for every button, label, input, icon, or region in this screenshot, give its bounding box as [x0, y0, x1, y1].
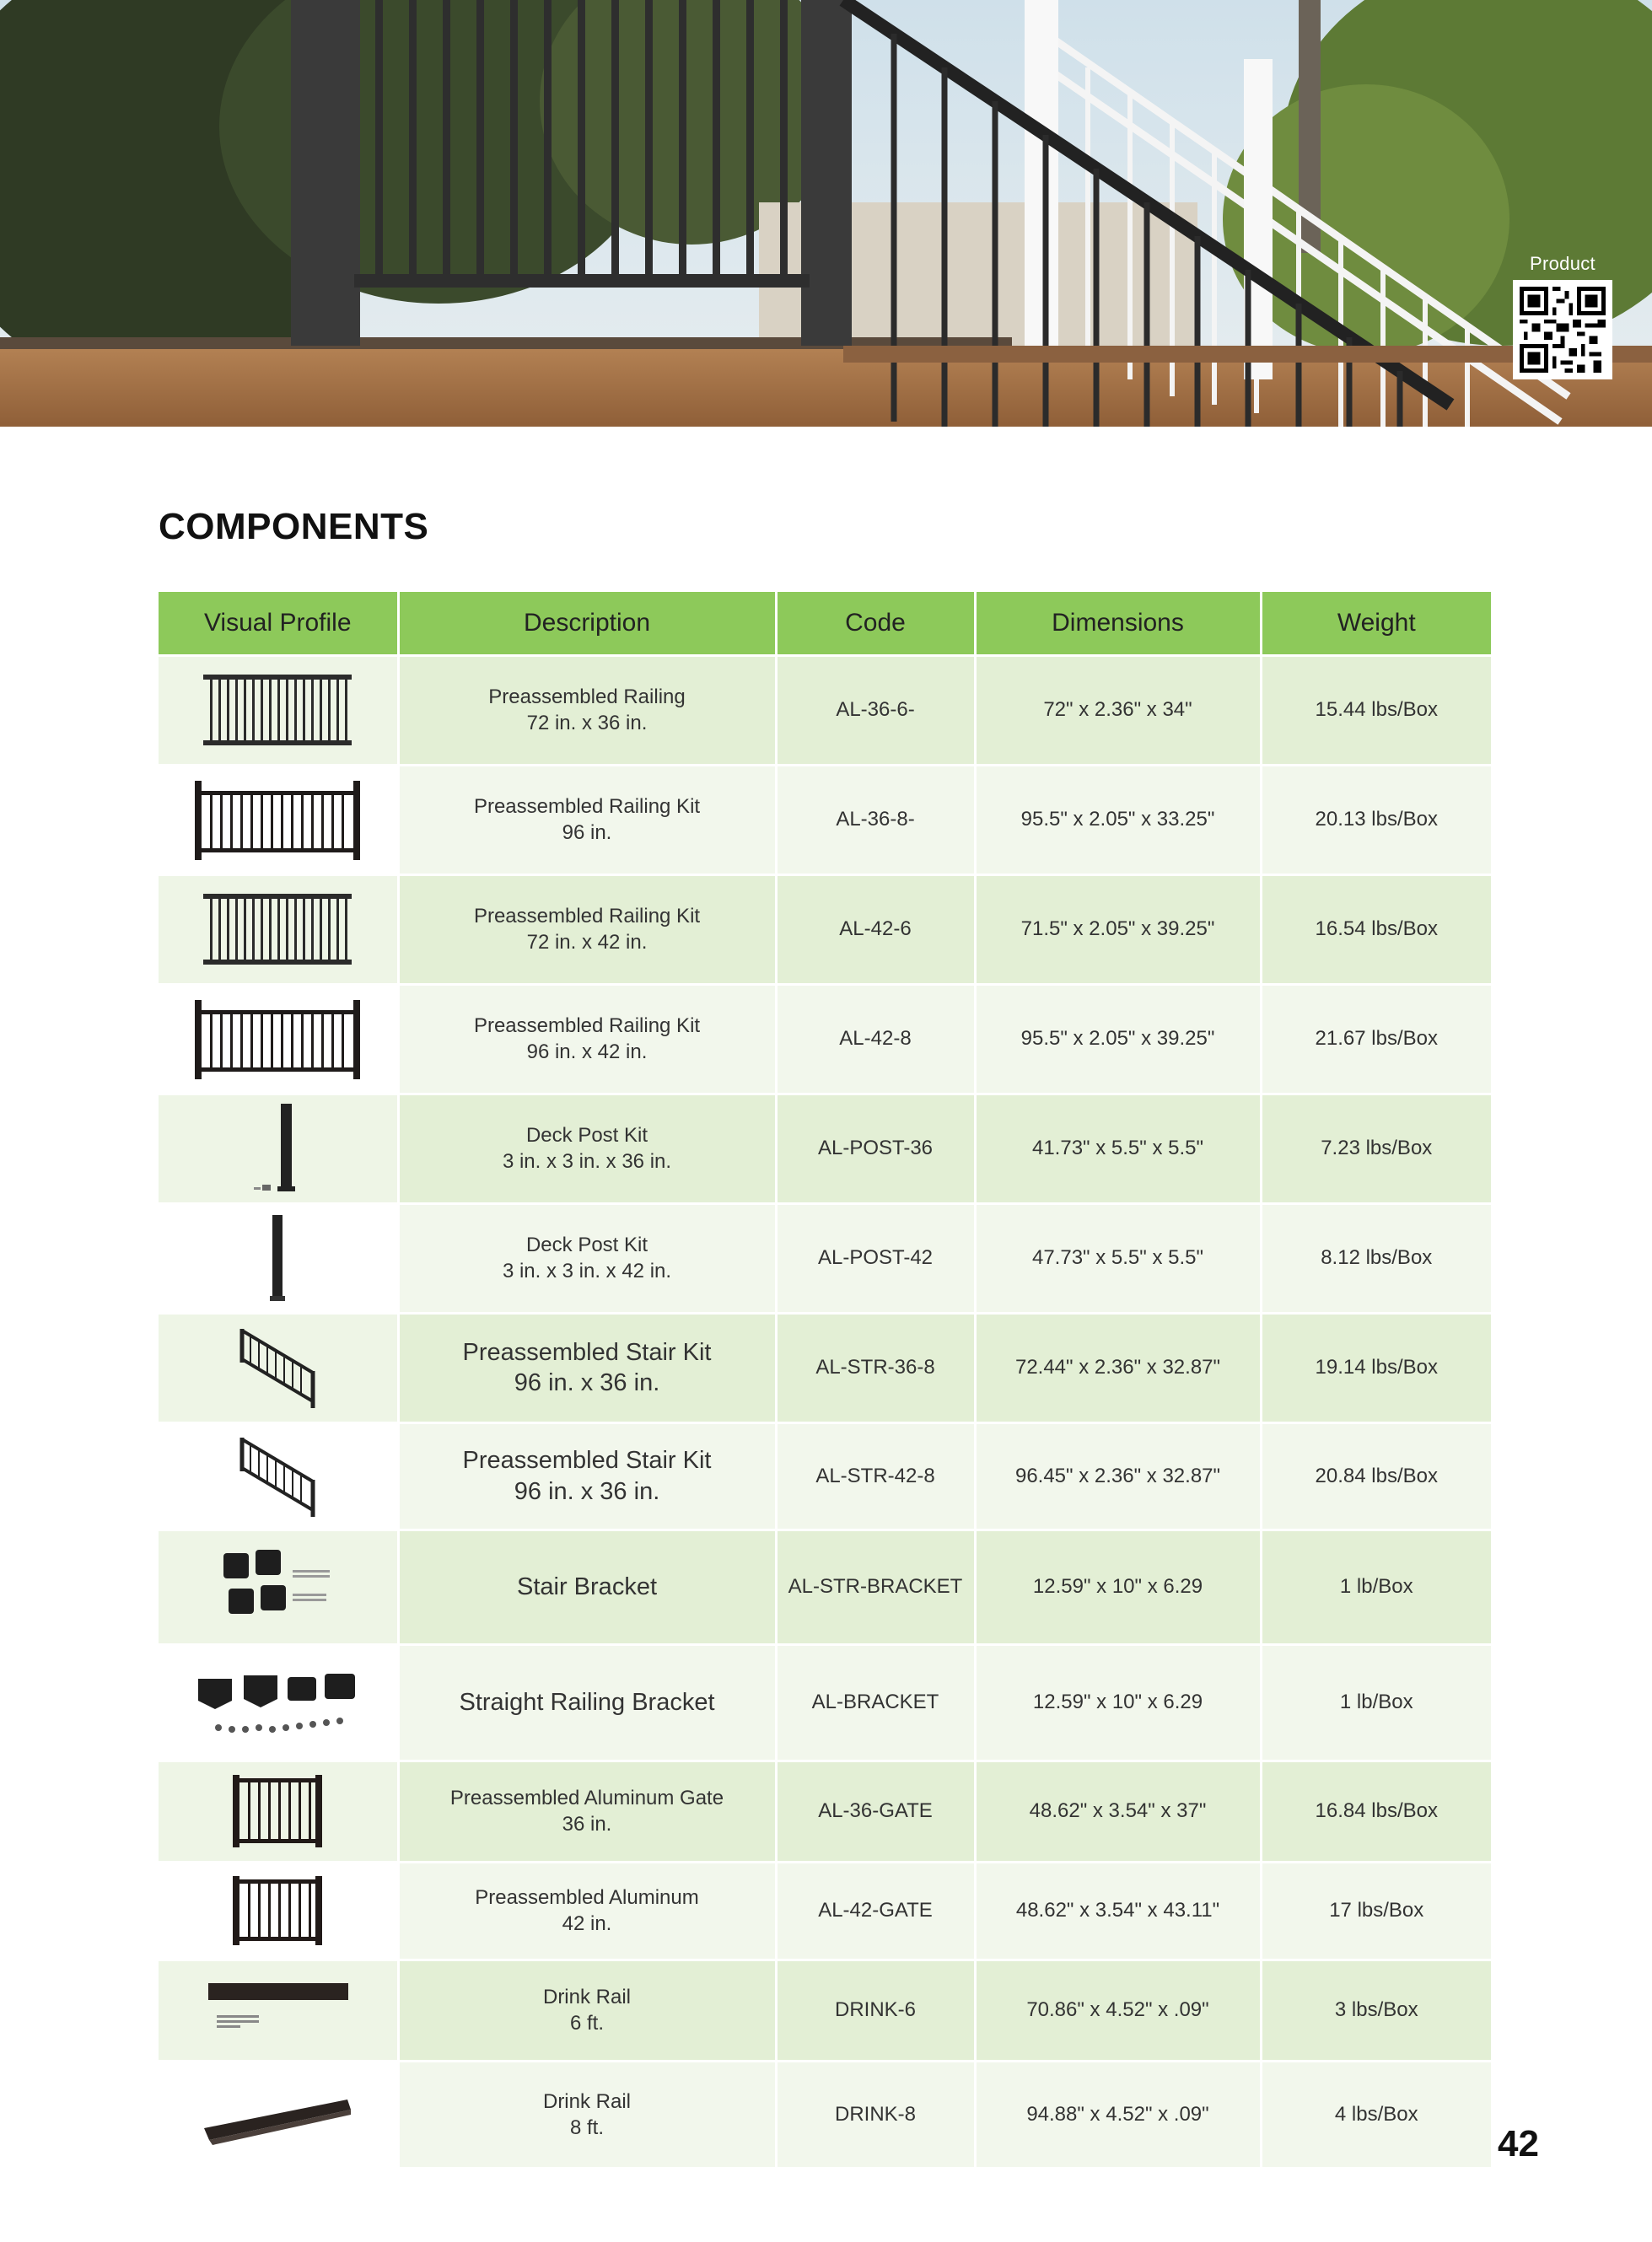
code-cell: AL-BRACKET	[776, 1644, 975, 1761]
weight-cell: 20.13 lbs/Box	[1261, 765, 1491, 874]
description-line: 96 in.	[562, 821, 612, 844]
visual-cell	[159, 1862, 398, 1960]
table-row	[159, 765, 1491, 874]
code-cell: AL-POST-42	[776, 1203, 975, 1313]
description-cell	[398, 765, 776, 874]
visual-cell	[159, 1094, 398, 1203]
table-row	[159, 1530, 1491, 1644]
deck-post-icon	[244, 1102, 311, 1195]
dimensions-cell: 95.5" x 2.05" x 33.25"	[975, 765, 1261, 874]
dimensions-cell: 48.62" x 3.54" x 43.11"	[975, 1862, 1261, 1960]
table-row	[159, 1313, 1491, 1422]
visual-cell	[159, 1761, 398, 1862]
visual-cell	[159, 1422, 398, 1530]
description-line: 8 ft.	[569, 2116, 605, 2139]
description-line: Preassembled Railing Kit	[473, 1013, 701, 1037]
description-line: 72 in. x 42 in.	[526, 931, 648, 954]
dimensions-cell: 72.44" x 2.36" x 32.87"	[975, 1313, 1261, 1422]
weight-cell: 15.44 lbs/Box	[1261, 655, 1491, 765]
visual-cell	[159, 1530, 398, 1644]
visual-cell	[159, 2061, 398, 2167]
description-cell	[398, 1094, 776, 1203]
railing-panel-icon	[202, 889, 353, 970]
railing-bracket-icon	[193, 1662, 362, 1743]
code-cell: AL-42-GATE	[776, 1862, 975, 1960]
description-line: Preassembled Railing Kit	[473, 794, 701, 818]
weight-cell: 4 lbs/Box	[1261, 2061, 1491, 2167]
code-cell: DRINK-8	[776, 2061, 975, 2167]
stair-railing-icon	[235, 1325, 320, 1410]
drink-rail-angled-icon	[197, 2081, 358, 2148]
qr-code-icon[interactable]	[1513, 280, 1612, 379]
description-cell	[398, 2061, 776, 2167]
weight-cell: 8.12 lbs/Box	[1261, 1203, 1491, 1313]
dimensions-cell: 72" x 2.36" x 34"	[975, 655, 1261, 765]
code-cell: AL-STR-36-8	[776, 1313, 975, 1422]
description-line: Drink Rail	[542, 1985, 631, 2008]
railing-panel-icon	[202, 669, 353, 750]
visual-cell	[159, 1313, 398, 1422]
header-description: Description	[398, 592, 776, 655]
visual-cell	[159, 1203, 398, 1313]
table-row	[159, 1422, 1491, 1530]
table-row	[159, 2061, 1491, 2167]
weight-cell: 7.23 lbs/Box	[1261, 1094, 1491, 1203]
description-cell	[398, 984, 776, 1094]
header-code: Code	[776, 592, 975, 655]
description-line: Straight Railing Bracket	[459, 1688, 715, 1716]
weight-cell: 1 lb/Box	[1261, 1530, 1491, 1644]
product-qr-block[interactable]	[1509, 253, 1616, 379]
qr-label: Product	[1530, 253, 1595, 274]
visual-cell	[159, 1644, 398, 1761]
dimensions-cell: 71.5" x 2.05" x 39.25"	[975, 874, 1261, 984]
description-line: 3 in. x 3 in. x 42 in.	[502, 1260, 672, 1282]
visual-cell	[159, 984, 398, 1094]
hero-photo	[0, 0, 1652, 427]
railing-kit-icon	[193, 777, 362, 862]
description-line: Drink Rail	[542, 2089, 631, 2113]
visual-cell	[159, 655, 398, 765]
dimensions-cell: 95.5" x 2.05" x 39.25"	[975, 984, 1261, 1094]
description-cell	[398, 1644, 776, 1761]
description-line: 42 in.	[562, 1912, 612, 1935]
railing-kit-icon	[193, 997, 362, 1081]
dimensions-cell: 12.59" x 10" x 6.29	[975, 1644, 1261, 1761]
visual-cell	[159, 1960, 398, 2061]
table-row	[159, 1960, 1491, 2061]
code-cell: AL-36-6-	[776, 655, 975, 765]
header-dimensions: Dimensions	[975, 592, 1261, 655]
description-cell	[398, 1203, 776, 1313]
description-cell	[398, 1530, 776, 1644]
code-cell: AL-42-6	[776, 874, 975, 984]
weight-cell: 16.54 lbs/Box	[1261, 874, 1491, 984]
table-row	[159, 1094, 1491, 1203]
page-number: 42	[1498, 2123, 1539, 2164]
description-line: 6 ft.	[569, 2012, 605, 2035]
weight-cell: 16.84 lbs/Box	[1261, 1761, 1491, 1862]
description-line: Deck Post Kit	[525, 1123, 648, 1147]
weight-cell: 1 lb/Box	[1261, 1644, 1491, 1761]
table-row	[159, 1644, 1491, 1761]
description-line: Preassembled Stair Kit	[462, 1447, 712, 1475]
table-row	[159, 1203, 1491, 1313]
table-row	[159, 1862, 1491, 1960]
dimensions-cell: 12.59" x 10" x 6.29	[975, 1530, 1261, 1644]
description-line: 96 in. x 36 in.	[514, 1477, 660, 1505]
description-cell	[398, 1422, 776, 1530]
weight-cell: 19.14 lbs/Box	[1261, 1313, 1491, 1422]
table-row	[159, 655, 1491, 765]
description-cell	[398, 1862, 776, 1960]
description-line: 36 in.	[562, 1813, 612, 1836]
description-line: 72 in. x 36 in.	[526, 712, 648, 734]
visual-cell	[159, 874, 398, 984]
table-header-row	[159, 592, 1491, 655]
visual-cell	[159, 765, 398, 874]
description-cell	[398, 1761, 776, 1862]
header-weight: Weight	[1261, 592, 1491, 655]
header-visual-profile: Visual Profile	[159, 592, 398, 655]
code-cell: AL-POST-36	[776, 1094, 975, 1203]
table-row	[159, 1761, 1491, 1862]
description-line: 96 in. x 36 in.	[514, 1369, 660, 1396]
description-line: Deck Post Kit	[525, 1233, 648, 1256]
code-cell: AL-36-8-	[776, 765, 975, 874]
description-line: Preassembled Stair Kit	[462, 1338, 712, 1366]
description-cell	[398, 1960, 776, 2061]
table-row	[159, 984, 1491, 1094]
table-row	[159, 874, 1491, 984]
description-line: Preassembled Aluminum	[475, 1885, 699, 1909]
weight-cell: 3 lbs/Box	[1261, 1960, 1491, 2061]
description-line: Preassembled Aluminum Gate	[449, 1786, 724, 1809]
code-cell: AL-STR-BRACKET	[776, 1530, 975, 1644]
dimensions-cell: 94.88" x 4.52" x .09"	[975, 2061, 1261, 2167]
dimensions-cell: 70.86" x 4.52" x .09"	[975, 1960, 1261, 2061]
dimensions-cell: 96.45" x 2.36" x 32.87"	[975, 1422, 1261, 1530]
weight-cell: 21.67 lbs/Box	[1261, 984, 1491, 1094]
components-table	[159, 592, 1491, 2167]
drink-rail-flat-icon	[202, 1976, 353, 2044]
dimensions-cell: 41.73" x 5.5" x 5.5"	[975, 1094, 1261, 1203]
code-cell: DRINK-6	[776, 1960, 975, 2061]
description-line: 3 in. x 3 in. x 36 in.	[502, 1150, 672, 1173]
weight-cell: 20.84 lbs/Box	[1261, 1422, 1491, 1530]
description-line: 96 in. x 42 in.	[526, 1040, 648, 1063]
section-title: COMPONENTS	[159, 506, 429, 547]
code-cell: AL-42-8	[776, 984, 975, 1094]
description-line: Stair Bracket	[517, 1573, 657, 1600]
description-line: Preassembled Railing Kit	[473, 904, 701, 927]
weight-cell: 17 lbs/Box	[1261, 1862, 1491, 1960]
stair-railing-icon	[235, 1434, 320, 1519]
deck-post-icon	[261, 1213, 294, 1303]
stair-bracket-icon	[218, 1545, 336, 1629]
code-cell: AL-36-GATE	[776, 1761, 975, 1862]
dimensions-cell: 47.73" x 5.5" x 5.5"	[975, 1203, 1261, 1313]
description-cell	[398, 655, 776, 765]
gate-icon	[231, 1874, 324, 1947]
dimensions-cell: 48.62" x 3.54" x 37"	[975, 1761, 1261, 1862]
description-cell	[398, 1313, 776, 1422]
gate-icon	[231, 1773, 324, 1849]
description-cell	[398, 874, 776, 984]
deck-stairs-photo	[0, 0, 1652, 427]
code-cell: AL-STR-42-8	[776, 1422, 975, 1530]
description-line: Preassembled Railing	[488, 685, 686, 708]
